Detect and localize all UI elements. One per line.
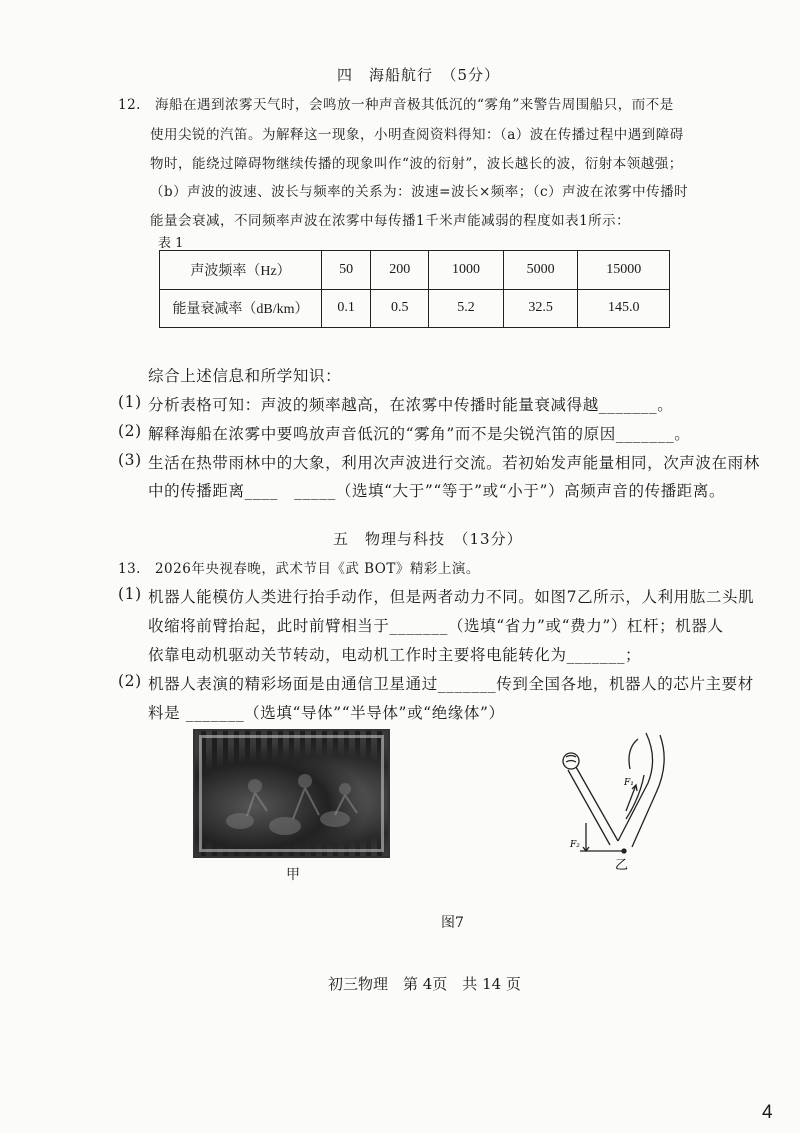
q12-sub-num: (2) (118, 422, 142, 440)
figure-label-b: 乙 (615, 858, 629, 873)
table-row (160, 289, 670, 328)
table-cell: 5.2 (429, 289, 504, 328)
data-table (159, 250, 670, 328)
arm-lever-sketch (540, 723, 690, 883)
q13-sub-text: 机器人能模仿人类进行抬手动作，但是两者动力不同。如图7乙所示，人利用肱二头肌 (148, 588, 755, 606)
q12-lead: 综合上述信息和所学知识： (148, 367, 342, 385)
q13-sub-num: (1) (118, 585, 142, 603)
q13-sub-text: 依靠电动机驱动关节转动，电动机工作时主要将电能转化为_______； (148, 646, 642, 664)
table-cell: 32.5 (503, 289, 578, 328)
section-title: 五 物理与科技 （13分） (333, 530, 523, 548)
q13-sub-num: (2) (118, 672, 142, 690)
table-cell: 5000 (503, 251, 578, 290)
q13-sub-text: 收缩将前臂抬起，此时前臂相当于_______（选填“省力”或“费力”）杠杆；机器人 (148, 617, 724, 635)
table-cell: 1000 (429, 251, 504, 290)
table-cell: 0.1 (322, 289, 371, 328)
page-footer: 初三物理 第 4页 共 14 页 (328, 975, 521, 993)
q13-sub-text: 机器人表演的精彩场面是由通信卫星通过_______传到全国各地，机器人的芯片主要材 (148, 675, 754, 693)
table-cell: 145.0 (578, 289, 670, 328)
f1-label: F₁ (624, 778, 634, 788)
section-title: 四 海船航行 （5分） (337, 66, 501, 84)
q12-line: 能量会衰减，不同频率声波在浓雾中每传播1千米声能减弱的程度如表1所示： (150, 213, 631, 229)
robot-performance-photo (193, 729, 390, 858)
table-cell: 15000 (578, 251, 670, 290)
q13-intro: 13. 2026年央视春晚，武术节目《武 BOT》精彩上演。 (118, 561, 480, 577)
q12-sub-text: 分析表格可知：声波的频率越高，在浓雾中传播时能量衰减得越_______。 (148, 396, 674, 414)
q12-line: 使用尖锐的汽笛。为解释这一现象，小明查阅资料得知：（a）波在传播过程中遇到障碍 (150, 127, 684, 143)
table-cell: 200 (371, 251, 429, 290)
q12-line: 物时，能绕过障碍物继续传播的现象叫作“波的衍射”，波长越长的波，衍射本领越强； (150, 156, 683, 172)
q13-sub-text: 料是 _______（选填“导体”“半导体”或“绝缘体”） (148, 704, 505, 722)
q12-sub-text: 解释海船在浓雾中要鸣放声音低沉的“雾角”而不是尖锐汽笛的原因_______。 (148, 425, 691, 443)
q12-line: 12. 海船在遇到浓雾天气时，会鸣放一种声音极其低沉的“雾角”来警告周围船只，而不是 (118, 97, 674, 113)
q12-sub-text: 中的传播距离____ _____（选填“大于”“等于”或“小于”）高频声音的传播距离。 (148, 482, 726, 500)
figure-caption: 图7 (441, 915, 464, 931)
robot-figures-image (195, 731, 388, 856)
table-cell: 50 (322, 251, 371, 290)
page-number: 4 (762, 1102, 773, 1123)
figure-label-a: 甲 (286, 867, 300, 883)
table-cell: 0.5 (371, 289, 429, 328)
table-cell: 声波频率（Hz） (160, 251, 322, 290)
table-cell: 能量衰减率（dB/km） (160, 289, 322, 328)
q12-sub-num: (1) (118, 393, 142, 411)
table-label: 表 1 (158, 236, 184, 251)
q12-line: （b）声波的波速、波长与频率的关系为：波速=波长×频率；（c）声波在浓雾中传播时 (150, 184, 689, 200)
table-row (160, 251, 670, 290)
q12-sub-text: 生活在热带雨林中的大象，利用次声波进行交流。若初始发声能量相同，次声波在雨林 (148, 454, 760, 472)
f2-label: F₂ (570, 840, 580, 850)
q12-sub-num: (3) (118, 451, 142, 469)
